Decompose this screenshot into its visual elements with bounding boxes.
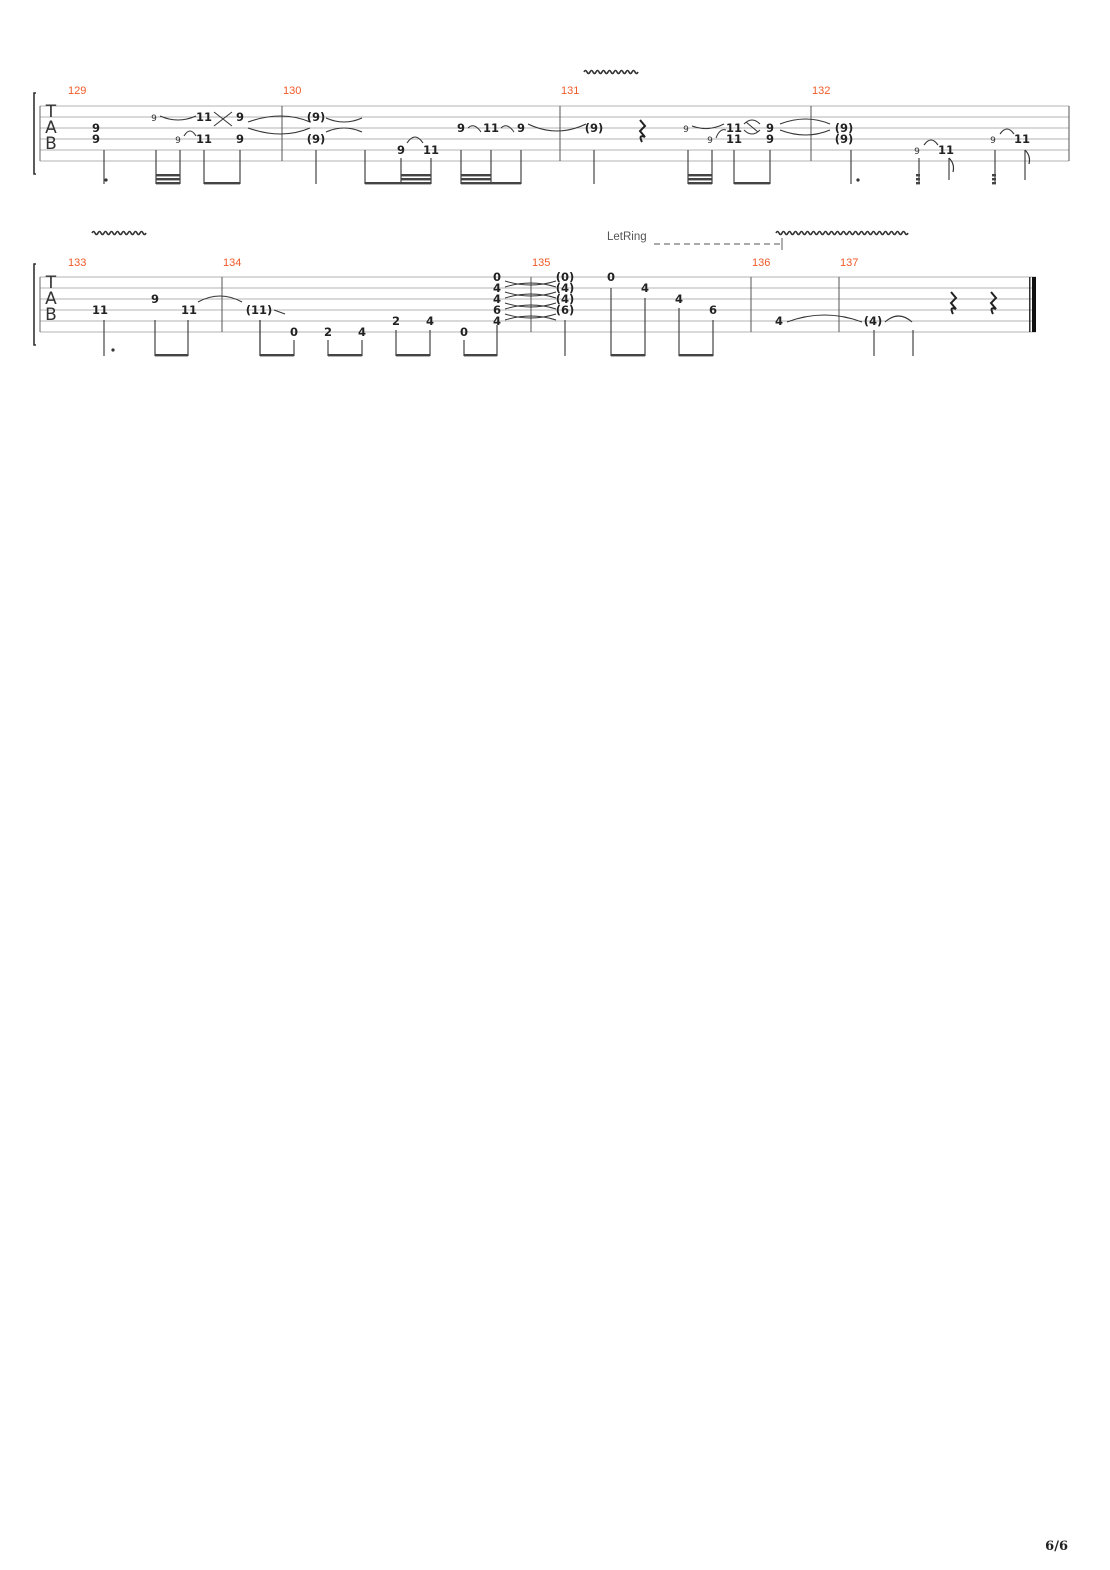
fret-number: (4) <box>555 292 575 306</box>
measure-number: 131 <box>561 85 580 97</box>
fret-number: 9 <box>91 121 101 135</box>
fret-number: 9 <box>516 121 526 135</box>
fret-number: 9 <box>235 132 245 146</box>
grace-note: 9 <box>151 114 157 124</box>
slide-cross <box>214 112 232 126</box>
fret-number: 9 <box>765 121 775 135</box>
note-beam <box>461 174 491 176</box>
note-beam <box>156 182 180 184</box>
note-beam <box>992 174 996 176</box>
measure-number: 137 <box>840 257 859 269</box>
final-barline-thick <box>1032 277 1036 332</box>
fret-number: 4 <box>492 292 502 306</box>
note-beam <box>204 182 240 184</box>
measure-number: 130 <box>283 85 302 97</box>
slide-out <box>274 310 285 314</box>
fret-number: 4 <box>357 325 367 339</box>
note-beam <box>461 178 491 180</box>
note-beam <box>679 354 713 356</box>
system2-tab-clef-letter: B <box>45 305 57 325</box>
fret-number: (6) <box>555 303 575 317</box>
grace-note: 9 <box>707 136 713 146</box>
note-beam <box>611 354 645 356</box>
fret-number: 4 <box>640 281 650 295</box>
fret-number: 11 <box>180 303 198 317</box>
fret-number: 2 <box>391 314 401 328</box>
note-flag <box>1025 150 1030 164</box>
note-beam <box>688 174 712 176</box>
fret-number: 11 <box>422 143 440 157</box>
tie <box>528 124 586 131</box>
tie-pair <box>780 119 830 135</box>
quarter-rest <box>991 292 996 314</box>
fret-number: 9 <box>765 132 775 146</box>
let-ring-label: LetRing <box>607 231 647 243</box>
note-beam <box>365 182 431 184</box>
grace-note: 9 <box>914 147 920 157</box>
fret-number: 9 <box>150 292 160 306</box>
fret-number: 11 <box>195 110 213 124</box>
system1-tab-clef-letter: B <box>45 134 57 154</box>
fret-number: (4) <box>863 314 883 328</box>
fret-number: 4 <box>492 314 502 328</box>
measure-number: 132 <box>812 85 831 97</box>
fret-number: (9) <box>834 132 854 146</box>
fret-number: 4 <box>425 314 435 328</box>
note-beam <box>260 354 294 356</box>
fret-number: 11 <box>725 132 743 146</box>
vibrato-line <box>92 232 146 235</box>
fret-number: (9) <box>584 121 604 135</box>
fret-number: 11 <box>1013 132 1031 146</box>
slur <box>184 131 196 136</box>
measure-number: 129 <box>68 85 87 97</box>
fret-number: 4 <box>492 281 502 295</box>
note-flag <box>949 158 954 172</box>
note-beam <box>734 182 770 184</box>
slur <box>924 140 938 145</box>
page-number: 6/6 <box>1045 1539 1068 1554</box>
system2-tab-clef-letter: T <box>45 273 57 293</box>
note-beam <box>401 178 431 180</box>
measure-number: 135 <box>532 257 551 269</box>
note-beam <box>156 174 180 176</box>
fret-number: (11) <box>245 303 273 317</box>
augmentation-dot <box>856 178 859 181</box>
fret-number: 9 <box>91 132 101 146</box>
fret-number: 6 <box>492 303 502 317</box>
fret-number: 11 <box>195 132 213 146</box>
fret-number: 4 <box>774 314 784 328</box>
note-beam <box>916 174 920 176</box>
note-beam <box>155 354 188 356</box>
note-beam <box>461 182 521 184</box>
measure-number: 134 <box>223 257 242 269</box>
fret-number: (9) <box>306 110 326 124</box>
fret-number: 9 <box>456 121 466 135</box>
system2-tab-clef-letter: A <box>45 289 57 309</box>
note-beam <box>992 182 996 184</box>
slide-cross <box>744 120 760 134</box>
system1-tab-clef-letter: A <box>45 118 57 138</box>
note-beam <box>464 354 497 356</box>
slur <box>407 137 423 143</box>
note-beam <box>688 178 712 180</box>
slur <box>1000 129 1014 134</box>
augmentation-dot <box>104 178 107 181</box>
fret-number: 11 <box>482 121 500 135</box>
fret-number: (9) <box>306 132 326 146</box>
fret-number: 0 <box>606 270 616 284</box>
fret-number: 6 <box>708 303 718 317</box>
vibrato-line <box>584 71 638 74</box>
note-beam <box>396 354 430 356</box>
grace-note: 9 <box>990 136 996 146</box>
fret-number: 11 <box>91 303 109 317</box>
note-beam <box>328 354 362 356</box>
quarter-rest <box>951 292 956 314</box>
note-beam <box>688 182 712 184</box>
grace-note: 9 <box>175 136 181 146</box>
note-beam <box>401 174 431 176</box>
fret-number: 11 <box>937 143 955 157</box>
system1-bracket <box>34 93 36 174</box>
measure-number: 133 <box>68 257 87 269</box>
fret-number: 11 <box>725 121 743 135</box>
fret-number: 0 <box>289 325 299 339</box>
fret-number: (0) <box>555 270 575 284</box>
system1-tab-clef-letter: T <box>45 102 57 122</box>
note-beam <box>916 182 920 184</box>
final-barline-thin <box>1029 277 1031 332</box>
fret-number: (9) <box>834 121 854 135</box>
augmentation-dot <box>111 348 114 351</box>
note-beam <box>156 178 180 180</box>
fret-number: 9 <box>396 143 406 157</box>
note-beam <box>916 178 920 180</box>
fret-number: 9 <box>235 110 245 124</box>
tie-cross <box>248 116 310 134</box>
note-beam <box>992 178 996 180</box>
vibrato-line <box>776 232 908 235</box>
fret-number: 2 <box>323 325 333 339</box>
fret-number: (4) <box>555 281 575 295</box>
fret-number: 4 <box>674 292 684 306</box>
grace-note: 9 <box>683 125 689 135</box>
fret-number: 0 <box>459 325 469 339</box>
system2-bracket <box>34 264 36 345</box>
fret-number: 0 <box>492 270 502 284</box>
measure-number: 136 <box>752 257 771 269</box>
tie-cross <box>326 118 362 132</box>
